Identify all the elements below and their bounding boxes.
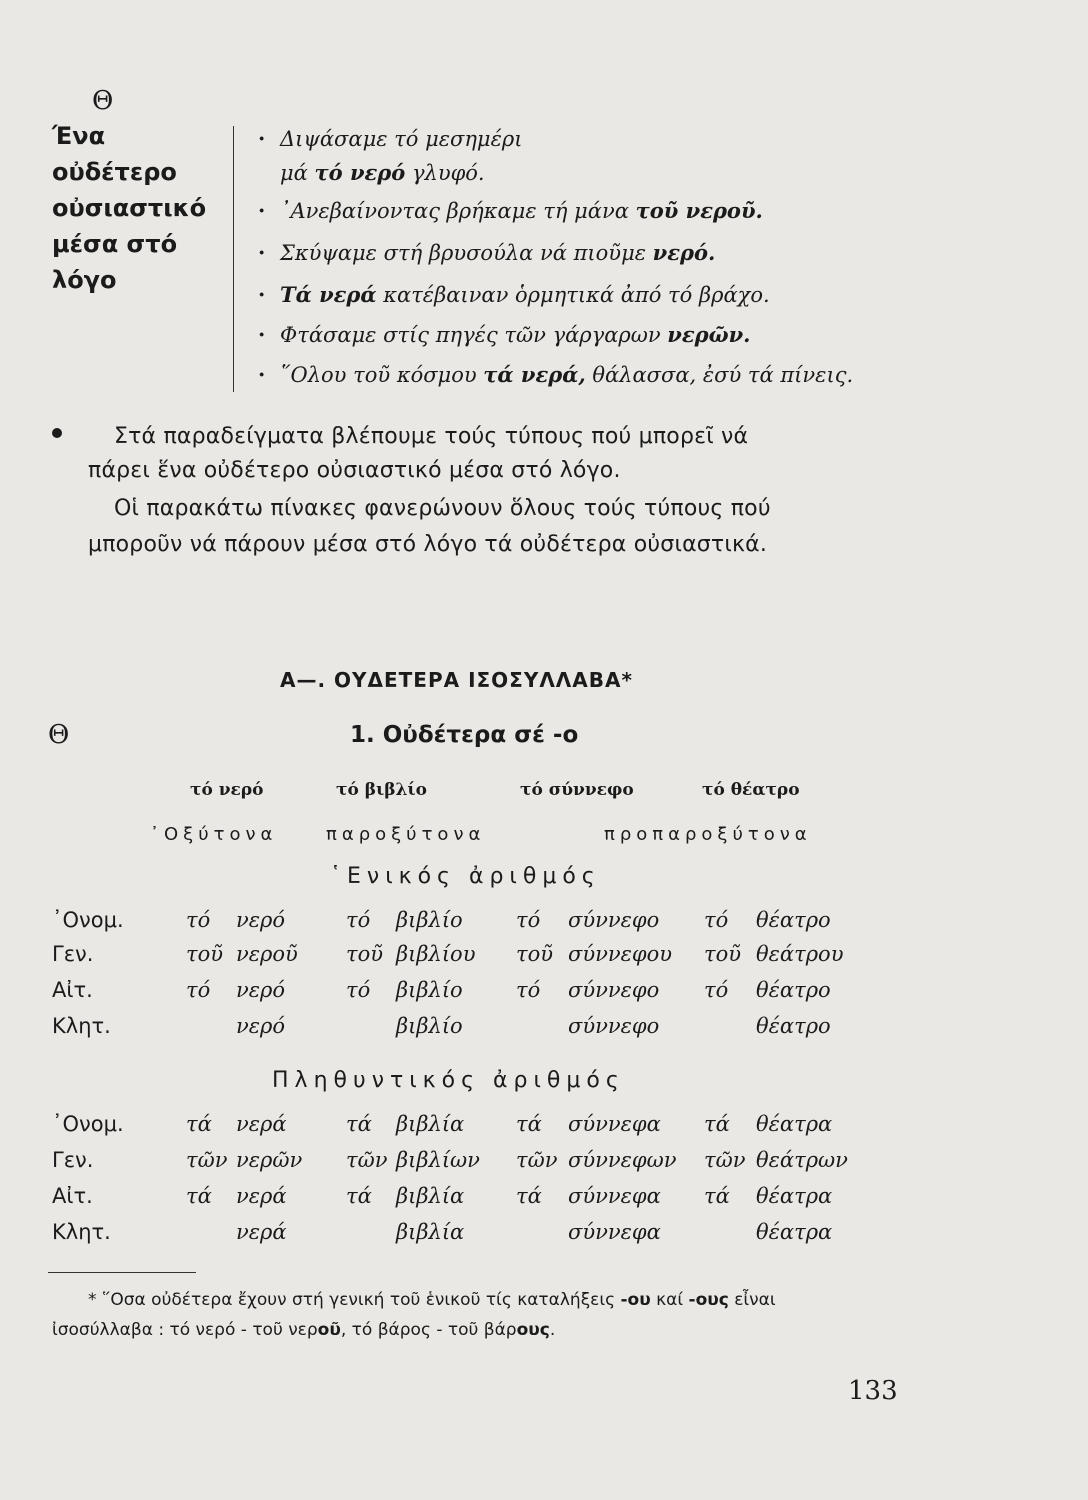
article-cell: τό: [346, 978, 371, 1002]
example-line: [258, 198, 763, 223]
article-cell: τά: [186, 1184, 212, 1208]
article-cell: τά: [704, 1184, 730, 1208]
bullet-dot: ·: [258, 240, 266, 265]
article-cell: τοῦ: [346, 942, 384, 966]
bold-term: τό νερό: [314, 160, 406, 185]
case-label: ᾽Ονομ.: [52, 908, 124, 932]
bold-term: νερό.: [652, 240, 716, 265]
noun-cell: θέατρο: [756, 1014, 831, 1038]
noun-cell: βιβλία: [396, 1112, 465, 1136]
example-line: [258, 362, 853, 387]
example-line: [258, 322, 750, 347]
sentence-text: μά: [280, 161, 315, 185]
accent-label: ᾽Οξύτονα: [150, 824, 278, 845]
case-label: Κλητ.: [52, 1014, 111, 1038]
article-cell: τοῦ: [186, 942, 224, 966]
article-cell: τά: [516, 1184, 542, 1208]
article-cell: τά: [516, 1112, 542, 1136]
footnote-text: εἶναι: [728, 1290, 776, 1310]
section-title: Α—. ΟΥΔΕΤΕΡΑ ΙΣΟΣΥΛΛΑΒΑ*: [280, 668, 633, 692]
noun-cell: θέατρο: [756, 978, 831, 1002]
paragraph-line: Οἱ παρακάτω πίνακες φανερώνουν ὅλους τούς τύπους πού: [114, 496, 771, 521]
article-cell: τό: [186, 978, 211, 1002]
noun-cell: βιβλίο: [396, 978, 463, 1002]
noun-cell: βιβλίο: [396, 1014, 463, 1038]
noun-cell: βιβλία: [396, 1220, 465, 1244]
sentence-text: κατέβαιναν ὁρμητικά ἀπό τό βράχο.: [376, 283, 770, 307]
side-title-line: Ένα: [52, 122, 106, 150]
article-cell: τά: [346, 1112, 372, 1136]
headword: τό βιβλίο: [336, 780, 427, 800]
paragraph-line: πάρει ἕνα οὐδέτερο οὐσιαστικό μέσα στό λόγο.: [88, 458, 621, 483]
example-line: [280, 160, 485, 185]
paragraph-line: μποροῦν νά πάρουν μέσα στό λόγο τά οὐδέτερα οὐσιαστικά.: [88, 532, 768, 557]
article-cell: τό: [704, 978, 729, 1002]
bold-term: Τά νερά: [280, 282, 377, 307]
divider-line: [233, 126, 234, 392]
article-cell: τῶν: [346, 1148, 388, 1172]
noun-cell: θέατρα: [756, 1112, 833, 1136]
side-title-line: μέσα στό: [52, 230, 178, 258]
footnote-line: [88, 1290, 776, 1310]
noun-cell: σύννεφα: [568, 1184, 661, 1208]
sentence-text: Φτάσαμε στίς πηγές τῶν γάργαρων: [280, 323, 668, 347]
bold-term: τά νερά,: [483, 362, 586, 387]
theta-marker: Θ: [48, 720, 70, 750]
noun-cell: σύννεφο: [568, 908, 660, 932]
side-title-line: οὐσιαστικό: [52, 194, 207, 222]
bold-term: νερῶν.: [667, 322, 751, 347]
article-cell: τῶν: [704, 1148, 746, 1172]
footnote-divider: [48, 1272, 196, 1273]
theta-marker: Θ: [92, 86, 114, 116]
article-cell: τό: [704, 908, 729, 932]
noun-cell: σύννεφο: [568, 978, 660, 1002]
noun-cell: θέατρα: [756, 1220, 833, 1244]
noun-cell: σύννεφο: [568, 1014, 660, 1038]
article-cell: τά: [346, 1184, 372, 1208]
footnote-line: [52, 1320, 555, 1340]
bullet-dot: ·: [258, 126, 266, 151]
footnote-text: ἰσοσύλλαβα : τό νερό - τοῦ νερ: [52, 1320, 318, 1340]
noun-cell: νεροῦ: [236, 942, 298, 966]
sentence-text: ᾽Ανεβαίνοντας βρήκαμε τή μάνα: [280, 199, 636, 223]
article-cell: τῶν: [186, 1148, 228, 1172]
example-line: [258, 240, 715, 265]
page-number: 133: [848, 1376, 898, 1406]
footnote-text: ῞Οσα οὐδέτερα ἔχουν στή γενική τοῦ ἑνικοῦ τίς καταλήξεις: [101, 1290, 621, 1310]
sentence-text: γλυφό.: [405, 161, 485, 185]
case-label: Αἰτ.: [52, 1184, 93, 1208]
accent-label: παροξύτονα: [326, 824, 486, 845]
side-title-line: οὐδέτερο: [52, 158, 177, 186]
case-label: Κλητ.: [52, 1220, 111, 1244]
bullet-dot: ·: [258, 362, 266, 387]
article-cell: τοῦ: [516, 942, 554, 966]
sentence-text: ῞Ολου τοῦ κόσμου: [280, 363, 484, 387]
footnote-ending: ους: [516, 1320, 550, 1340]
case-label: Γεν.: [52, 1148, 94, 1172]
noun-cell: θεάτρου: [756, 942, 844, 966]
example-line: [258, 282, 770, 307]
noun-cell: θέατρα: [756, 1184, 833, 1208]
noun-cell: σύννεφου: [568, 942, 673, 966]
footnote-ending: οῦ: [317, 1320, 341, 1340]
footnote-text: .: [549, 1320, 556, 1340]
noun-cell: θέατρο: [756, 908, 831, 932]
noun-cell: νερά: [236, 1184, 287, 1208]
sentence-text: Σκύψαμε στή βρυσούλα νά πιοῦμε: [280, 241, 653, 265]
footnote-text: καί: [650, 1290, 689, 1310]
case-label: ᾽Ονομ.: [52, 1112, 124, 1136]
sentence-text: θάλασσα, ἐσύ τά πίνεις.: [585, 363, 854, 387]
bullet-dot: ·: [258, 322, 266, 347]
bullet-icon: [52, 428, 62, 438]
noun-cell: βιβλίο: [396, 908, 463, 932]
article-cell: τά: [704, 1112, 730, 1136]
bold-term: τοῦ νεροῦ.: [635, 198, 763, 223]
article-cell: τοῦ: [704, 942, 742, 966]
noun-cell: νερό: [236, 908, 286, 932]
subsection-title: 1. Οὐδέτερα σέ -ο: [350, 722, 579, 748]
article-cell: τό: [346, 908, 371, 932]
headword: τό θέατρο: [702, 780, 800, 800]
noun-cell: βιβλίων: [396, 1148, 480, 1172]
bullet-dot: ·: [258, 198, 266, 223]
singular-label: ῾Ενικός ἀριθμός: [330, 864, 601, 889]
noun-cell: θεάτρων: [756, 1148, 848, 1172]
noun-cell: σύννεφα: [568, 1112, 661, 1136]
sentence-text: Διψάσαμε τό μεσημέρι: [280, 127, 523, 151]
side-title: [52, 118, 206, 298]
accent-label: προπαροξύτονα: [604, 824, 812, 845]
footnote-ending: -ους: [688, 1290, 729, 1310]
footnote-ending: -ου: [620, 1290, 651, 1310]
headword: τό σύννεφο: [520, 780, 634, 800]
footnote-text: *: [88, 1290, 102, 1310]
article-cell: τό: [186, 908, 211, 932]
noun-cell: νερά: [236, 1220, 287, 1244]
noun-cell: νερά: [236, 1112, 287, 1136]
noun-cell: σύννεφων: [568, 1148, 677, 1172]
article-cell: τά: [186, 1112, 212, 1136]
case-label: Γεν.: [52, 942, 94, 966]
noun-cell: βιβλία: [396, 1184, 465, 1208]
article-cell: τό: [516, 908, 541, 932]
footnote-text: , τό βάρος - τοῦ βάρ: [340, 1320, 517, 1340]
noun-cell: νερό: [236, 1014, 286, 1038]
example-line: [258, 126, 522, 151]
article-cell: τῶν: [516, 1148, 558, 1172]
headword: τό νερό: [190, 780, 264, 800]
plural-label: Πληθυντικός ἀριθμός: [272, 1068, 625, 1093]
noun-cell: νερό: [236, 978, 286, 1002]
article-cell: τό: [516, 978, 541, 1002]
noun-cell: νερῶν: [236, 1148, 303, 1172]
side-title-line: λόγο: [52, 266, 117, 294]
noun-cell: βιβλίου: [396, 942, 476, 966]
paragraph-line: Στά παραδείγματα βλέπουμε τούς τύπους πού μπορεῖ νά: [114, 424, 749, 449]
bullet-dot: ·: [258, 282, 266, 307]
noun-cell: σύννεφα: [568, 1220, 661, 1244]
case-label: Αἰτ.: [52, 978, 93, 1002]
